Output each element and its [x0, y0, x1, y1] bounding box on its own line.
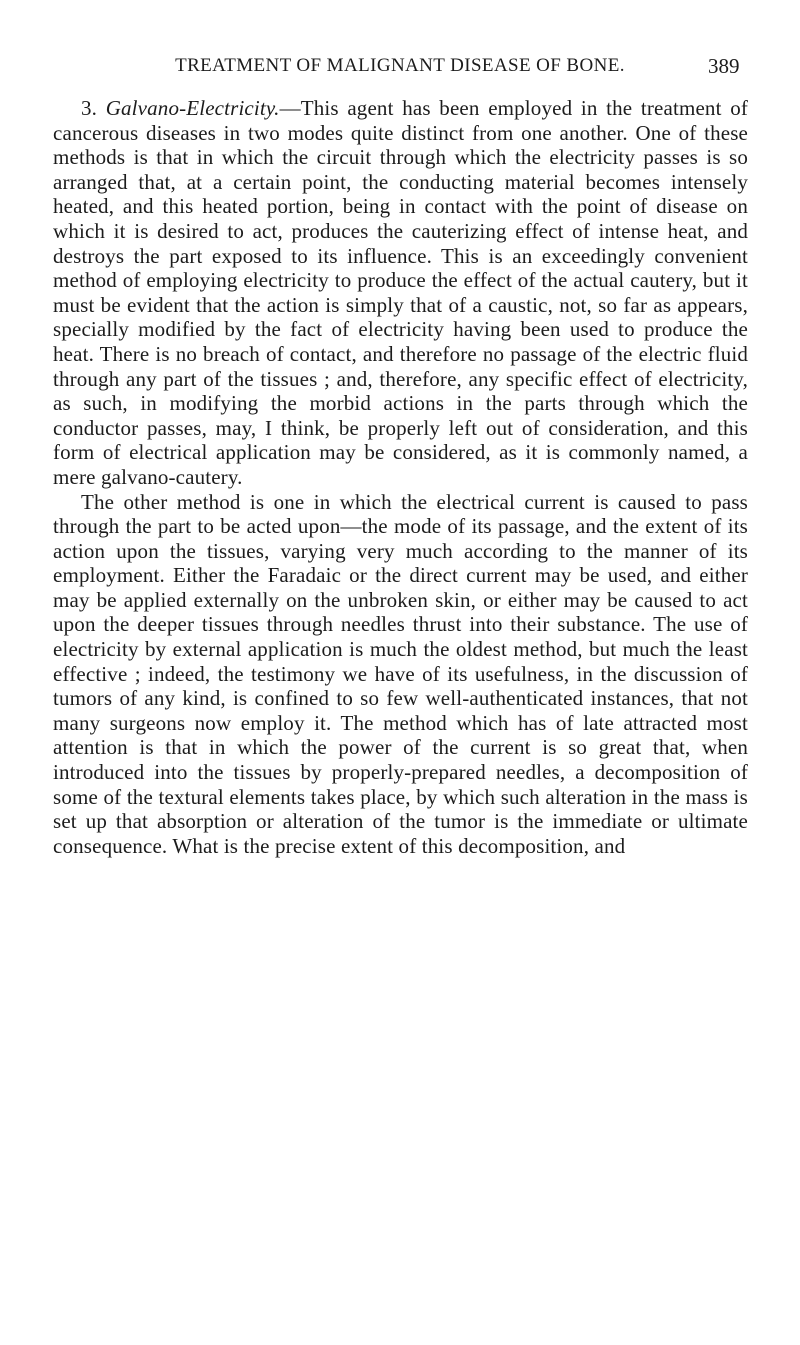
paragraph-text: The other method is one in which the electrical current is caused to pass through the part to be acted upon—the mode of its passage, and the extent of its action upon the tissues, varying very much according to the manner of its employment. Either the Faradaic or the direct current may be used, and either may be applied externally on the unbroken skin, or either may be caused to act upon the deeper tissues through needles thrust into their substance. The use of electricity by external application is much the oldest method, but much the least effective ; indeed, the testimony we have of its usefulness, in the discussion of tumors of any kind, is confined to so few well-authenticated instances, that not many surgeons now employ it. The method which has of late attracted most attention is that in which the power of the current is so great that, when introduced into the tissues by properly-prepared needles, a decomposition of some of the textural elements takes place, by which such alteration in the mass is set up that absorption or alteration of the tumor is the immediate or ultimate consequence. What is the precise extent of this decomposition, and [53, 489, 748, 858]
paragraph-galvano-electricity [53, 96, 748, 490]
paragraph-text: —This agent has been employed in the treatment of cancerous diseases in two modes quite distinct from one another. One of these methods is that in which the circuit through which the electricity passes is so arranged that, at a certain point, the conducting material becomes intensely heated, and this heated portion, being in contact with the point of disease on which it is desired to act, produces the cauterizing effect of intense heat, and destroys the part exposed to its influence. This is an exceedingly convenient method of employing electricity to produce the effect of the actual cautery, but it must be evident that the action is simply that of a caustic, not, so far as appears, specially modified by the fact of electricity having been used to produce the heat. There is no breach of contact, and therefore no passage of the electric fluid through any part of the tissues ; and, therefore, any specific effect of electricity, as such, in modifying the morbid actions in the parts through which the conductor passes, may, I think, be properly left out of consideration, and this form of electrical application may be considered, as it is commonly named, a mere galvano-cautery. [53, 96, 749, 489]
page-number: 389 [708, 54, 740, 78]
running-title: TREATMENT OF MALIGNANT DISEASE OF BONE. [175, 55, 625, 76]
section-number: 3. [81, 96, 106, 120]
running-head [0, 54, 800, 78]
section-heading: Galvano-Electricity. [105, 96, 280, 120]
paragraph-other-method [53, 490, 748, 859]
body-text [53, 96, 748, 858]
